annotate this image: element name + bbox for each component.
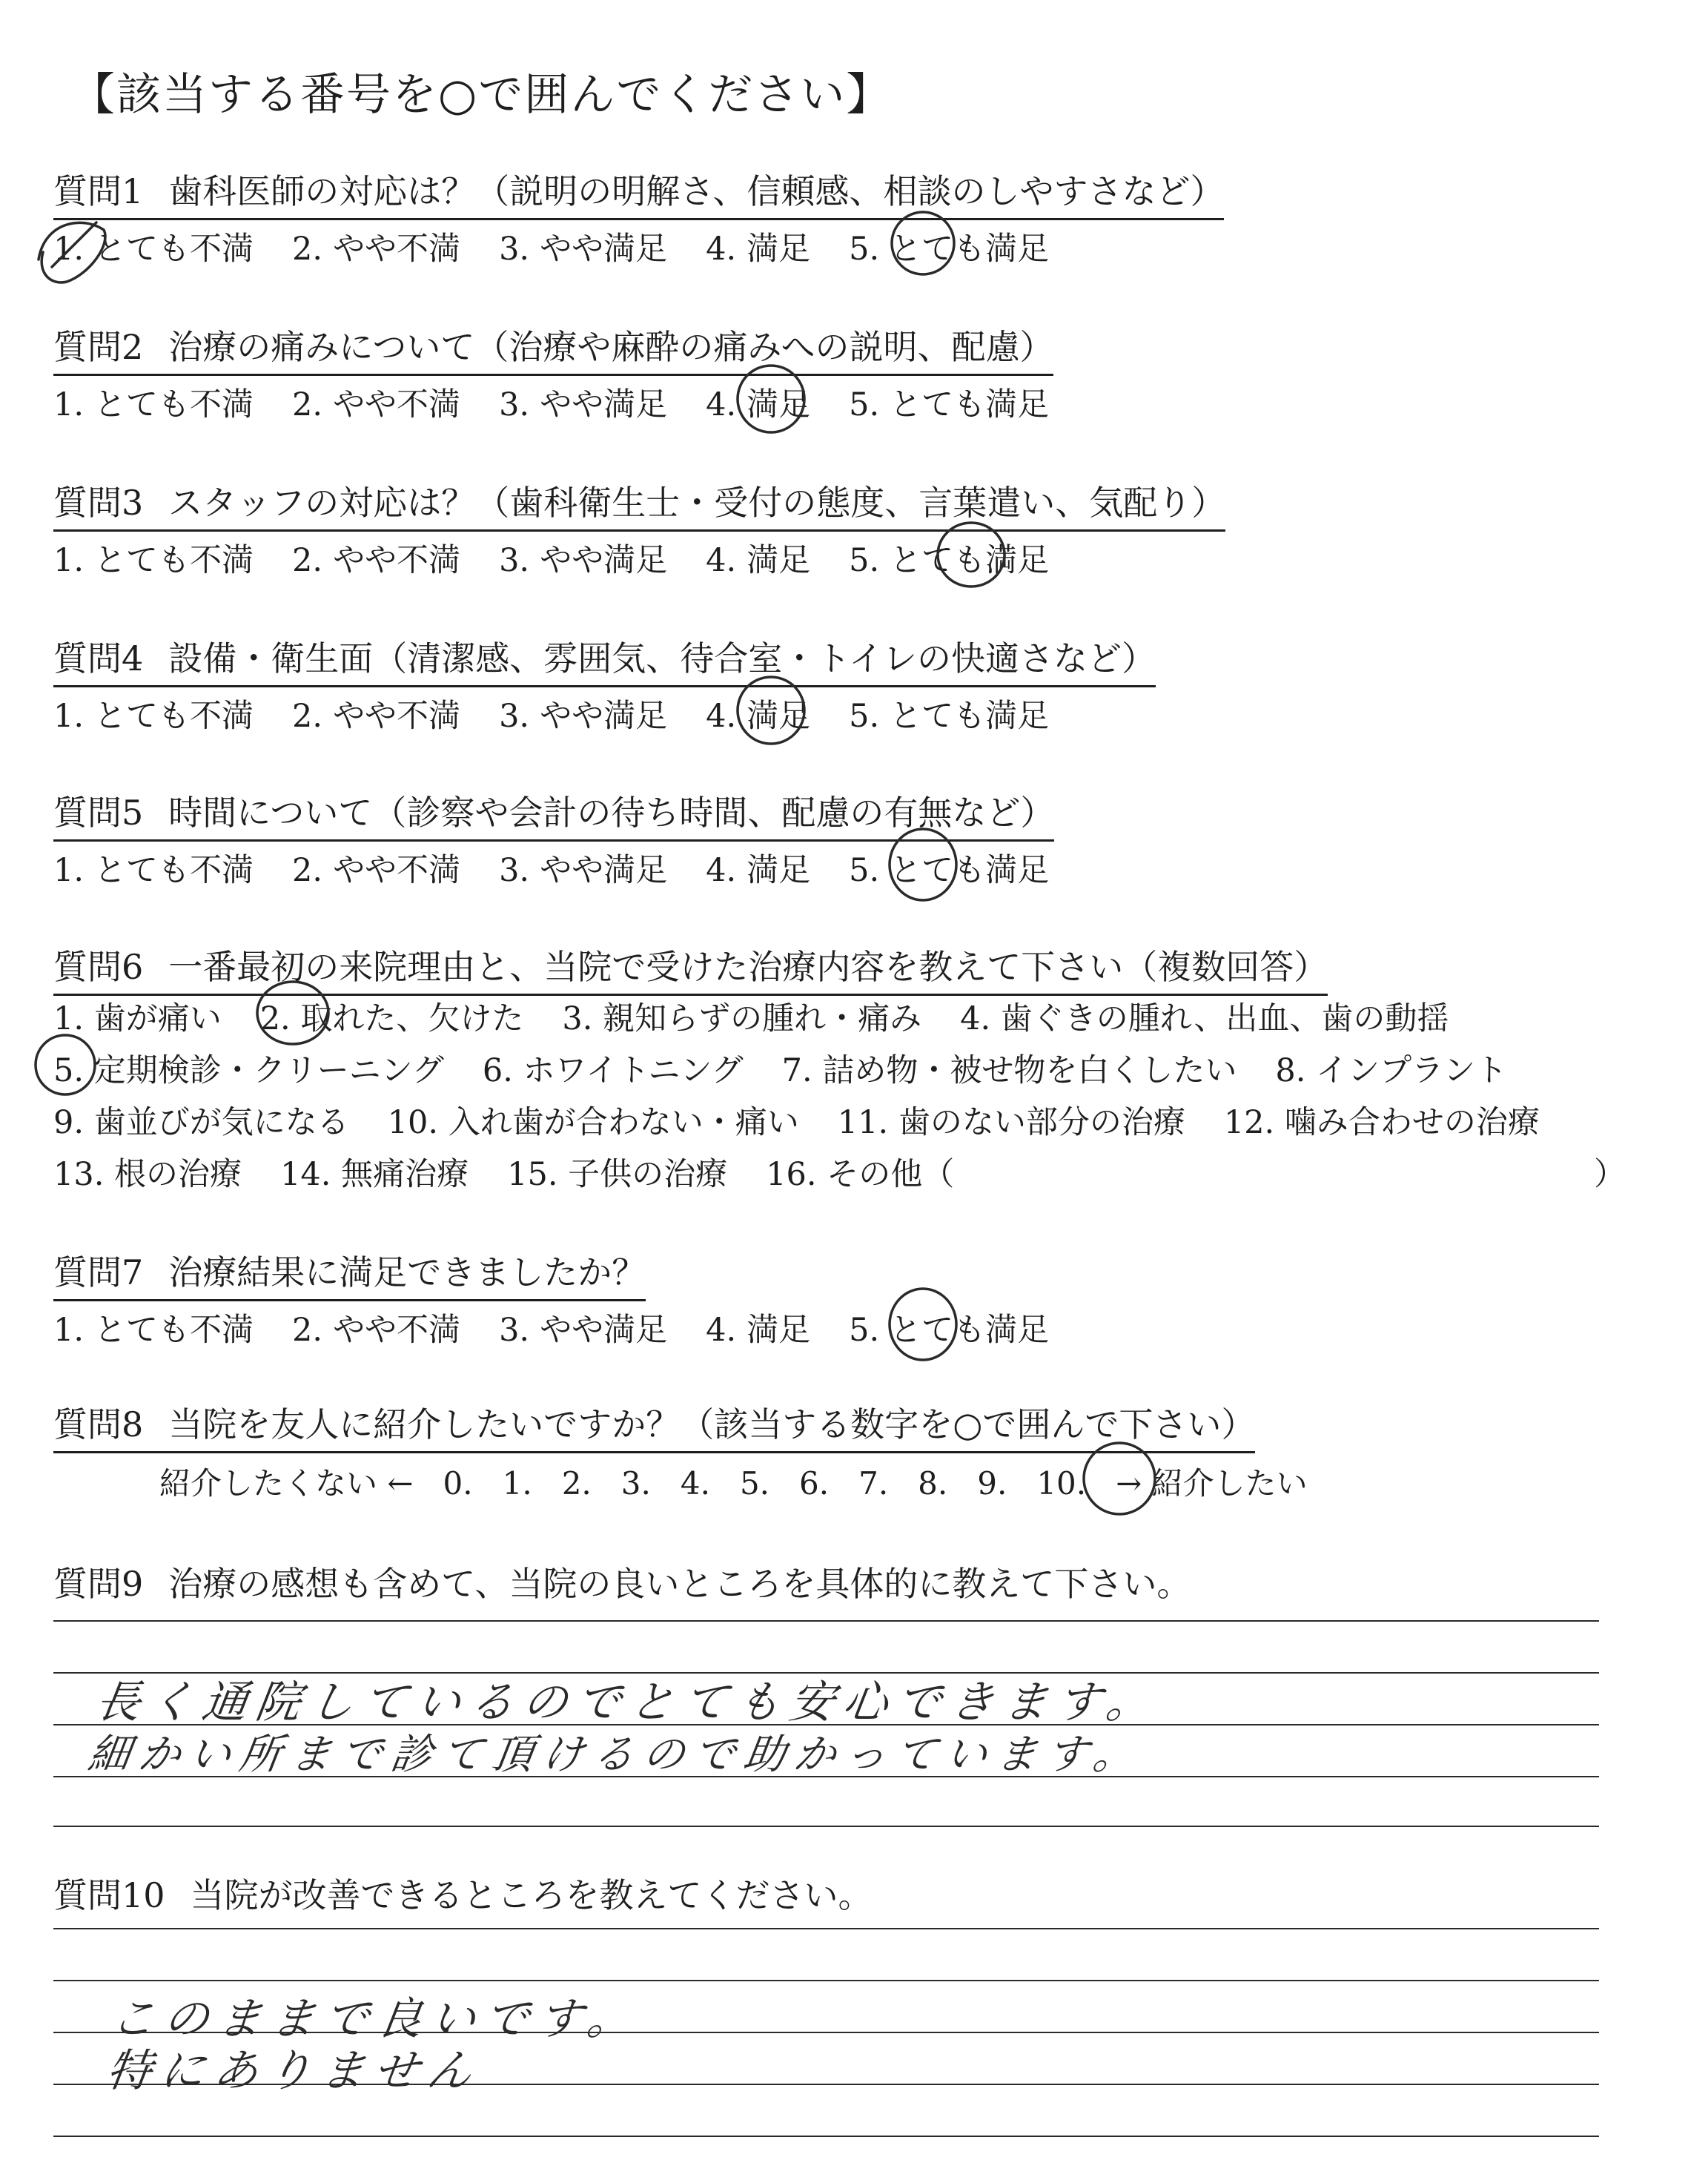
question-4-heading — [53, 632, 1156, 687]
q7-option-5[interactable]: 5. とても満足 — [849, 1312, 1050, 1349]
q8-option-1[interactable]: 1. — [502, 1465, 532, 1502]
question-8-label: 質問8 — [53, 1404, 144, 1444]
q3-option-3[interactable]: 3. やや満足 — [499, 542, 668, 579]
q10-answer-rule-5 — [53, 2136, 1599, 2137]
q1-option-1[interactable]: 1. とても不満 — [53, 231, 254, 268]
q7-option-3[interactable]: 3. やや満足 — [499, 1312, 668, 1349]
question-3-options — [53, 535, 1049, 581]
q2-option-3[interactable]: 3. やや満足 — [499, 386, 668, 423]
q8-left-label: 紹介したくない ← — [159, 1465, 414, 1502]
question-10-text: 当院が改善できるところを教えてください。 — [190, 1875, 873, 1915]
q6-option-4[interactable]: 4. 歯ぐきの腫れ、出血、歯の動揺 — [960, 1000, 1449, 1037]
q5-option-5[interactable]: 5. とても満足 — [849, 852, 1050, 889]
q8-option-9[interactable]: 9. — [977, 1465, 1007, 1502]
q6-option-7[interactable]: 7. 詰め物・被せ物を白くしたい — [781, 1052, 1237, 1089]
question-3-label: 質問3 — [53, 483, 144, 523]
q3-option-5[interactable]: 5. とても満足 — [849, 542, 1050, 579]
question-1-label: 質問1 — [53, 171, 144, 211]
question-1-options — [53, 224, 1049, 269]
q4-option-3[interactable]: 3. やや満足 — [499, 698, 668, 735]
q9-answer-line-2[interactable]: 細かい所まで診て頂けるので助かっています。 — [85, 1731, 1148, 1779]
question-8-heading — [53, 1398, 1255, 1453]
q2-option-4[interactable]: 4. 満足 — [706, 386, 811, 423]
question-4-options — [53, 691, 1049, 736]
q6-option-16-close-paren: ） — [1594, 1156, 1626, 1193]
q5-option-2[interactable]: 2. やや不満 — [292, 852, 461, 889]
question-2-options — [53, 380, 1049, 425]
question-9-heading — [53, 1557, 1191, 1606]
question-3-heading — [53, 476, 1225, 532]
q6-option-6[interactable]: 6. ホワイトニング — [482, 1052, 744, 1089]
question-6-options-row-3 — [53, 1097, 1540, 1143]
q4-option-1[interactable]: 1. とても不満 — [53, 698, 254, 735]
q8-option-8[interactable]: 8. — [918, 1465, 948, 1502]
question-1-text: 歯科医師の対応は？（説明の明解さ、信頼感、相談のしやすさなど） — [168, 171, 1225, 211]
q9-answer-rule-5 — [53, 1826, 1599, 1827]
question-6-options-row-1 — [53, 994, 1449, 1039]
q6-option-13[interactable]: 13. 根の治療 — [53, 1156, 242, 1193]
q2-option-2[interactable]: 2. やや不満 — [292, 386, 461, 423]
question-6-label: 質問6 — [53, 947, 144, 987]
q6-option-10[interactable]: 10. 入れ歯が合わない・痛い — [387, 1104, 799, 1141]
q6-option-16[interactable]: 16. その他（ — [766, 1156, 955, 1193]
question-5-label: 質問5 — [53, 793, 144, 833]
q3-option-1[interactable]: 1. とても不満 — [53, 542, 254, 579]
question-10-heading — [53, 1869, 873, 1918]
q2-option-5[interactable]: 5. とても満足 — [849, 386, 1050, 423]
q1-option-4[interactable]: 4. 満足 — [706, 231, 811, 268]
question-8-scale — [159, 1459, 1337, 1504]
q10-answer-line-2[interactable]: 特にありません — [103, 2045, 485, 2097]
question-2-label: 質問2 — [53, 327, 144, 367]
q10-answer-rule-1 — [53, 1928, 1599, 1929]
q2-option-1[interactable]: 1. とても不満 — [53, 386, 254, 423]
q10-answer-line-1[interactable]: このままで良いです。 — [107, 1993, 645, 2045]
q5-option-3[interactable]: 3. やや満足 — [499, 852, 668, 889]
question-8-text: 当院を友人に紹介したいですか？（該当する数字を○で囲んで下さい） — [168, 1404, 1256, 1444]
question-2-text: 治療の痛みについて（治療や麻酔の痛みへの説明、配慮） — [168, 327, 1054, 367]
q5-option-1[interactable]: 1. とても不満 — [53, 852, 254, 889]
q6-option-3[interactable]: 3. 親知らずの腫れ・痛み — [562, 1000, 922, 1037]
q8-option-4[interactable]: 4. — [680, 1465, 710, 1502]
q6-option-11[interactable]: 11. 歯のない部分の治療 — [837, 1104, 1185, 1141]
question-7-options — [53, 1305, 1049, 1350]
question-7-label: 質問7 — [53, 1252, 144, 1292]
q6-option-12[interactable]: 12. 噛み合わせの治療 — [1223, 1104, 1540, 1141]
question-3-text: スタッフの対応は？（歯科衛生士・受付の態度、言葉遣い、気配り） — [168, 483, 1226, 523]
page-title: 【該当する番号を○で囲んでください】 — [70, 69, 893, 121]
q7-option-2[interactable]: 2. やや不満 — [292, 1312, 461, 1349]
question-6-text: 一番最初の来院理由と、当院で受けた治療内容を教えて下さい（複数回答） — [168, 947, 1328, 987]
q7-option-4[interactable]: 4. 満足 — [706, 1312, 811, 1349]
q9-answer-line-1[interactable]: 長く通院しているのでとても安心できます。 — [92, 1677, 1164, 1728]
q1-option-5[interactable]: 5. とても満足 — [849, 231, 1050, 268]
q5-option-4[interactable]: 4. 満足 — [706, 852, 811, 889]
q8-option-10[interactable]: 10. — [1036, 1465, 1087, 1502]
q1-option-2[interactable]: 2. やや不満 — [292, 231, 461, 268]
q8-option-5[interactable]: 5. — [739, 1465, 770, 1502]
question-5-options — [53, 845, 1049, 891]
q6-option-9[interactable]: 9. 歯並びが気になる — [53, 1104, 349, 1141]
q3-option-2[interactable]: 2. やや不満 — [292, 542, 461, 579]
question-10-label: 質問10 — [53, 1875, 165, 1915]
q8-option-7[interactable]: 7. — [858, 1465, 889, 1502]
question-4-label: 質問4 — [53, 638, 144, 678]
question-9-label: 質問9 — [53, 1564, 144, 1604]
q8-option-0[interactable]: 0. — [443, 1465, 473, 1502]
question-1-heading — [53, 165, 1224, 220]
question-6-heading — [53, 940, 1328, 996]
q6-option-8[interactable]: 8. インプラント — [1275, 1052, 1508, 1089]
q9-answer-rule-1 — [53, 1620, 1599, 1622]
q6-option-5[interactable]: 5. 定期検診・クリーニング — [53, 1052, 444, 1089]
q8-option-2[interactable]: 2. — [561, 1465, 592, 1502]
q6-option-14[interactable]: 14. 無痛治療 — [280, 1156, 469, 1193]
q10-answer-rule-2 — [53, 1980, 1599, 1981]
q1-option-3[interactable]: 3. やや満足 — [499, 231, 668, 268]
q4-option-2[interactable]: 2. やや不満 — [292, 698, 461, 735]
question-5-heading — [53, 786, 1054, 842]
question-5-text: 時間について（診察や会計の待ち時間、配慮の有無など） — [168, 793, 1055, 833]
question-6-options-row-2 — [53, 1046, 1507, 1091]
q8-option-6[interactable]: 6. — [799, 1465, 830, 1502]
question-9-text: 治療の感想も含めて、当院の良いところを具体的に教えて下さい。 — [168, 1564, 1191, 1604]
q7-option-1[interactable]: 1. とても不満 — [53, 1312, 254, 1349]
q8-option-3[interactable]: 3. — [620, 1465, 651, 1502]
q6-option-1[interactable]: 1. 歯が痛い — [53, 1000, 222, 1037]
q4-option-5[interactable]: 5. とても満足 — [849, 698, 1050, 735]
question-7-text: 治療結果に満足できましたか？ — [168, 1252, 646, 1292]
question-6-options-row-4 — [53, 1149, 954, 1195]
q3-option-4[interactable]: 4. 満足 — [706, 542, 811, 579]
question-2-heading — [53, 320, 1053, 376]
q8-right-label: → 紹介したい — [1116, 1465, 1308, 1502]
q6-option-2[interactable]: 2. 取れた、欠けた — [259, 1000, 524, 1037]
question-7-heading — [53, 1246, 646, 1301]
question-4-text: 設備・衛生面（清潔感、雰囲気、待合室・トイレの快適さなど） — [168, 638, 1156, 678]
q6-option-15[interactable]: 15. 子供の治療 — [507, 1156, 728, 1193]
q4-option-4[interactable]: 4. 満足 — [706, 698, 811, 735]
